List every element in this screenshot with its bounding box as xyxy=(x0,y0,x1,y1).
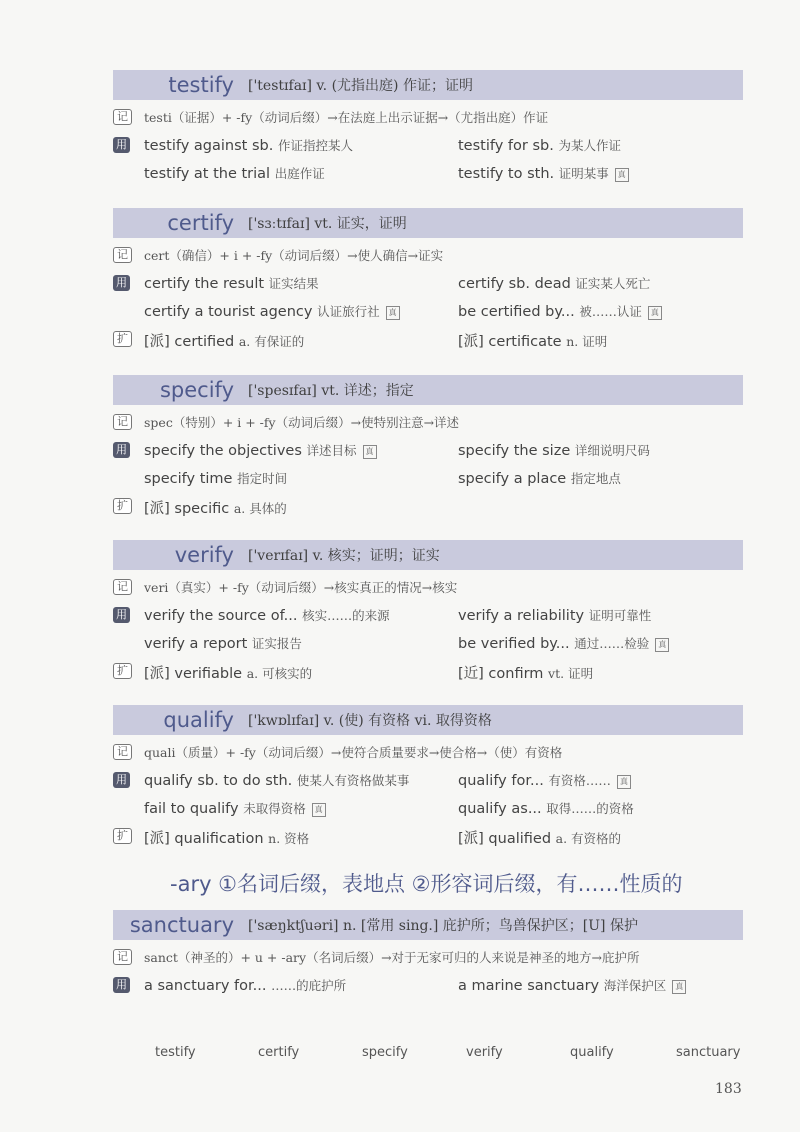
phrase-zh: 出庭作证 xyxy=(274,166,325,181)
memory-icon: 记 xyxy=(113,949,132,965)
usage-phrase xyxy=(144,771,409,789)
phrase-en: be verified by... xyxy=(458,636,570,652)
derived-en: [派] qualification xyxy=(144,831,264,847)
usage-row xyxy=(113,602,743,630)
phrase-zh: 证明某事 xyxy=(558,166,609,181)
phrase-zh: 作证指控某人 xyxy=(277,138,353,153)
extension-icon: 扩 xyxy=(113,331,132,347)
usage-phrase xyxy=(458,634,669,652)
etymology-row xyxy=(113,574,743,602)
headword: sanctuary xyxy=(129,913,234,937)
phrase-en: qualify for... xyxy=(458,773,544,789)
usage-icon: 用 xyxy=(113,137,130,153)
usage-icon: 用 xyxy=(113,772,130,788)
page-number: 183 xyxy=(715,1081,742,1097)
footer-word: specify xyxy=(362,1045,408,1060)
derived-zh: a. 有资格的 xyxy=(555,831,622,846)
usage-row xyxy=(113,795,743,823)
memory-icon: 记 xyxy=(113,414,132,430)
usage-phrase xyxy=(144,441,377,459)
etymology-row xyxy=(113,242,743,270)
entry-qualify xyxy=(113,705,743,851)
usage-phrase xyxy=(458,976,686,994)
usage-phrase xyxy=(458,469,621,487)
phrase-zh: 证明可靠性 xyxy=(588,608,652,623)
memory-icon: 记 xyxy=(113,744,132,760)
phrase-zh: 有资格…… xyxy=(548,773,611,788)
phrase-zh: 通过……检验 xyxy=(574,636,650,651)
usage-phrase xyxy=(458,164,629,182)
phrase-en: testify for sb. xyxy=(458,138,554,154)
usage-phrase xyxy=(144,634,302,652)
phrase-en: specify the size xyxy=(458,443,571,459)
usage-row xyxy=(113,132,743,160)
pronunciation-definition: ['testɪfaɪ] v. (尤指出庭) 作证；证明 xyxy=(248,78,473,94)
derived-en: [派] qualified xyxy=(458,831,552,847)
pronunciation-definition: ['sɜːtɪfaɪ] vt. 证实，证明 xyxy=(248,216,407,232)
usage-row xyxy=(113,437,743,465)
entry-header xyxy=(113,208,743,238)
phrase-zh: 指定时间 xyxy=(237,471,288,486)
phrase-en: a sanctuary for... xyxy=(144,978,267,994)
phrase-zh: 证实结果 xyxy=(268,276,319,291)
exam-tag-icon: 真 xyxy=(617,775,631,789)
extension-icon: 扩 xyxy=(113,828,132,844)
headword: certify xyxy=(167,211,234,235)
usage-icon: 用 xyxy=(113,275,130,291)
etymology-text: quali（质量）+ -fy（动词后缀）→使符合质量要求→使合格→（使）有资格 xyxy=(144,745,563,760)
etymology-row xyxy=(113,739,743,767)
entry-specify xyxy=(113,375,743,521)
derived-zh: vt. 证明 xyxy=(548,666,594,681)
etymology-text: sanct（神圣的）+ u + -ary（名词后缀）→对于无家可归的人来说是神圣的地方→庇护所 xyxy=(144,950,640,965)
phrase-en: verify the source of... xyxy=(144,608,298,624)
derived-zh: a. 有保证的 xyxy=(238,334,305,349)
pronunciation-definition: ['spesɪfaɪ] vt. 详述；指定 xyxy=(248,383,414,399)
phrase-en: testify against sb. xyxy=(144,138,274,154)
exam-tag-icon: 真 xyxy=(312,803,326,817)
footer-word: certify xyxy=(258,1045,300,1060)
entry-header xyxy=(113,910,743,940)
phrase-en: specify a place xyxy=(458,471,567,487)
usage-phrase xyxy=(458,274,650,292)
phrase-en: verify a reliability xyxy=(458,608,585,624)
exam-tag-icon: 真 xyxy=(655,638,669,652)
exam-tag-icon: 真 xyxy=(648,306,662,320)
phrase-en: specify time xyxy=(144,471,233,487)
exam-tag-icon: 真 xyxy=(672,980,686,994)
derived-word xyxy=(144,662,312,683)
headword: verify xyxy=(174,543,234,567)
footer-word: verify xyxy=(466,1045,503,1060)
phrase-en: qualify sb. to do sth. xyxy=(144,773,293,789)
derived-word xyxy=(458,827,621,848)
phrase-zh: 证实某人死亡 xyxy=(575,276,651,291)
footer-word: testify xyxy=(155,1045,196,1060)
extension-icon: 扩 xyxy=(113,663,132,679)
phrase-en: testify at the trial xyxy=(144,166,271,182)
phrase-zh: 被……认证 xyxy=(579,304,642,319)
phrase-zh: 取得……的资格 xyxy=(546,801,634,816)
derived-word xyxy=(144,827,309,848)
phrase-zh: 认证旅行社 xyxy=(317,304,380,319)
etymology-text: testi（证据）+ -fy（动词后缀）→在法庭上出示证据→（尤指出庭）作证 xyxy=(144,110,549,125)
exam-tag-icon: 真 xyxy=(615,168,629,182)
derived-zh: n. 资格 xyxy=(268,831,310,846)
usage-phrase xyxy=(144,469,287,487)
phrase-en: certify sb. dead xyxy=(458,276,571,292)
phrase-en: certify a tourist agency xyxy=(144,304,313,320)
entry-sanctuary xyxy=(113,910,743,1000)
phrase-zh: 指定地点 xyxy=(570,471,621,486)
entry-header xyxy=(113,705,743,735)
derived-word xyxy=(458,330,607,351)
usage-row xyxy=(113,630,743,658)
entry-testify xyxy=(113,70,743,188)
phrase-zh: 详述目标 xyxy=(306,443,357,458)
suffix-heading: -ary ①名词后缀，表地点 ②形容词后缀，有……性质的 xyxy=(170,872,683,896)
memory-icon: 记 xyxy=(113,109,132,125)
phrase-zh: 详细说明尺码 xyxy=(574,443,650,458)
memory-icon: 记 xyxy=(113,247,132,263)
extension-row xyxy=(113,493,743,521)
exam-tag-icon: 真 xyxy=(386,306,400,320)
usage-row xyxy=(113,270,743,298)
footer-word: qualify xyxy=(570,1045,614,1060)
pronunciation-definition: ['verɪfaɪ] v. 核实；证明；证实 xyxy=(248,548,440,564)
usage-row xyxy=(113,767,743,795)
usage-icon: 用 xyxy=(113,442,130,458)
phrase-en: fail to qualify xyxy=(144,801,239,817)
derived-zh: a. 可核实的 xyxy=(246,666,313,681)
usage-phrase xyxy=(144,799,326,817)
pronunciation-definition: ['kwɒlɪfaɪ] v. (使) 有资格 vi. 取得资格 xyxy=(248,713,492,729)
phrase-en: verify a report xyxy=(144,636,248,652)
usage-row xyxy=(113,298,743,326)
phrase-zh: 核实……的来源 xyxy=(302,608,390,623)
etymology-text: veri（真实）+ -fy（动词后缀）→核实真正的情况→核实 xyxy=(144,580,458,595)
usage-phrase xyxy=(458,136,621,154)
extension-row xyxy=(113,326,743,354)
derived-en: [派] specific xyxy=(144,501,230,517)
usage-phrase xyxy=(458,441,650,459)
extension-row xyxy=(113,658,743,686)
usage-row xyxy=(113,160,743,188)
entry-verify xyxy=(113,540,743,686)
usage-row xyxy=(113,972,743,1000)
etymology-row xyxy=(113,409,743,437)
derived-word xyxy=(144,330,304,351)
derived-zh: a. 具体的 xyxy=(233,501,287,516)
derived-en: [派] verifiable xyxy=(144,666,243,682)
derived-en: [派] certificate xyxy=(458,334,562,350)
exam-tag-icon: 真 xyxy=(363,445,377,459)
usage-icon: 用 xyxy=(113,977,130,993)
derived-word xyxy=(144,497,287,518)
pronunciation-definition: ['sæŋktʃuəri] n. [常用 sing.] 庇护所；鸟兽保护区；[U] 保护 xyxy=(248,918,638,934)
usage-phrase xyxy=(458,771,631,789)
usage-phrase xyxy=(144,976,346,994)
entry-header xyxy=(113,375,743,405)
etymology-row xyxy=(113,104,743,132)
phrase-en: testify to sth. xyxy=(458,166,555,182)
derived-en: [近] confirm xyxy=(458,666,544,682)
phrase-en: a marine sanctuary xyxy=(458,978,600,994)
usage-icon: 用 xyxy=(113,607,130,623)
phrase-zh: 未取得资格 xyxy=(243,801,306,816)
phrase-zh: 使某人有资格做某事 xyxy=(296,773,410,788)
footer-word-list xyxy=(0,1045,800,1065)
phrase-zh: 海洋保护区 xyxy=(603,978,667,993)
headword: specify xyxy=(159,378,234,402)
phrase-en: qualify as... xyxy=(458,801,542,817)
extension-row xyxy=(113,823,743,851)
memory-icon: 记 xyxy=(113,579,132,595)
phrase-zh: 为某人作证 xyxy=(558,138,621,153)
usage-phrase xyxy=(144,302,400,320)
etymology-row xyxy=(113,944,743,972)
usage-phrase xyxy=(458,606,651,624)
usage-phrase xyxy=(144,274,319,292)
usage-phrase xyxy=(458,302,662,320)
entry-certify xyxy=(113,208,743,354)
usage-phrase xyxy=(458,799,634,817)
entry-header xyxy=(113,540,743,570)
entry-header xyxy=(113,70,743,100)
phrase-en: certify the result xyxy=(144,276,265,292)
phrase-zh: 证实报告 xyxy=(251,636,302,651)
phrase-en: be certified by... xyxy=(458,304,575,320)
footer-word: sanctuary xyxy=(676,1045,741,1060)
usage-phrase xyxy=(144,136,353,154)
derived-zh: n. 证明 xyxy=(566,334,608,349)
phrase-zh: ……的庇护所 xyxy=(271,978,347,993)
usage-row xyxy=(113,465,743,493)
usage-phrase xyxy=(144,606,390,624)
phrase-en: specify the objectives xyxy=(144,443,302,459)
headword: testify xyxy=(168,73,234,97)
etymology-text: spec（特别）+ i + -fy（动词后缀）→使特别注意→详述 xyxy=(144,415,460,430)
usage-phrase xyxy=(144,164,325,182)
etymology-text: cert（确信）+ i + -fy（动词后缀）→使人确信→证实 xyxy=(144,248,444,263)
extension-icon: 扩 xyxy=(113,498,132,514)
headword: qualify xyxy=(163,708,234,732)
derived-en: [派] certified xyxy=(144,334,235,350)
derived-word xyxy=(458,662,593,683)
